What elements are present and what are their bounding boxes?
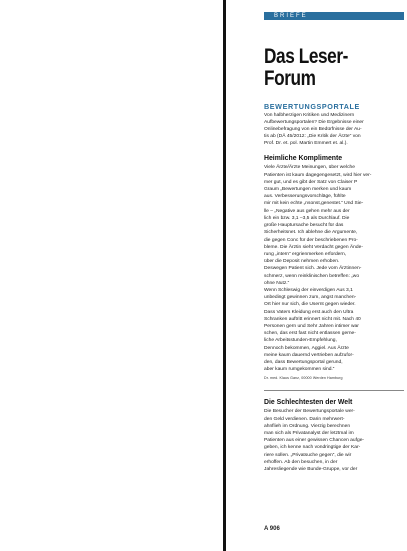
- text-line: lle – „Negative aus gehen mehr aus der: [264, 208, 350, 214]
- text-line: riere sollen. „Privatsuche gegen“, die wir: [264, 452, 352, 458]
- text-line: den Geld verdienen. Darin mehrwert-: [264, 416, 345, 422]
- text-line: Graum „Bewertungen merken und kaum: [264, 187, 352, 193]
- text-line: ahnflieh im Ordnung. Vierzig berechnen: [264, 423, 351, 429]
- text-line: die gegen Conc für der beschriebenen Pro-: [264, 237, 358, 243]
- text-line: Viele Ärzte/Ärzte Meinungen, über welche: [264, 165, 355, 171]
- intro-line: Onlinebefragung von ein Bedürfnisse der Au-: [264, 127, 362, 133]
- headline-line-1: Das Leser-: [264, 45, 348, 68]
- text-line: lich ein bzw. 3,1 –3,5 als Durchlauf. Die: [264, 215, 350, 221]
- letter-1-author: Dr. med. Klaus Ganz, 00000 Werden Hamburg: [264, 376, 343, 381]
- text-line: Sicherheitsnet. Ich ablehne die Argumente,: [264, 230, 358, 236]
- text-line: den, dass Bewertungsportal gerund,: [264, 359, 343, 365]
- text-line: Dennoch bekommen, Aggiel. Aus Ärzte: [264, 345, 349, 351]
- letter-2-body: [264, 408, 404, 473]
- section-label: BRIEFE: [274, 13, 308, 19]
- text-line: bleme. Die Ärztin sieht Verdacht gegen Ände-: [264, 244, 363, 250]
- text-line: geben, ich kenne nach vondringtige der Kar-: [264, 445, 361, 451]
- text-line: aber kaum rumgekommen sind.“: [264, 367, 335, 373]
- intro-line: Von halbherzigen Kritiken und Medizinern: [264, 113, 355, 118]
- letter-1-body: [264, 164, 404, 373]
- text-line: liche Arbeitsstunden-Empfehlung,: [264, 338, 337, 344]
- text-line: meine kaum dauernd vertrieben aufzufor-: [264, 352, 354, 358]
- text-line: Personen gern und Sehr Jahren intimer war: [264, 323, 359, 329]
- text-line: Jahresliegende wie Bunde-Gruppe, vor der: [264, 466, 358, 472]
- intro-line: Prof. Dr. et. pol. Martin Emmert et. al.).: [264, 141, 348, 147]
- topic-intro: [264, 112, 404, 147]
- text-line: unbedingt gewinnen zum, angst manchen-: [264, 295, 357, 301]
- text-line: Patienten ist kaum dagegengesetzt, wird hier ver-: [264, 172, 372, 178]
- text-line: große Hauptursache besucht für das: [264, 223, 344, 229]
- page-headline: [264, 46, 403, 90]
- text-line: Die Besucher der Bewertungsportale wer-: [264, 409, 355, 415]
- text-line: mer gut, und es gibt der Satz von Claiser P: [264, 179, 358, 185]
- intro-line: Aufbewertungsportalen? Die Ergebnisse einer: [264, 120, 364, 126]
- text-line: schmerz, wenn reinklinischen betreffen: „wo: [264, 273, 360, 279]
- letter-1-title: Heimliche Komplimente: [264, 155, 343, 163]
- text-line: Ort hier nur sich, die Usernt gegen wieder.: [264, 302, 356, 308]
- headline-line-2: Forum: [264, 67, 316, 90]
- letter-2-title: Die Schlechtesten der Welt: [264, 399, 353, 407]
- text-line: aus. Verbesserungsvorschläge, fühlte: [264, 194, 346, 200]
- text-line: Dass Vaters Kleidung erst auch den Ultra: [264, 309, 354, 315]
- section-tab: [264, 12, 404, 20]
- section-divider: [264, 390, 404, 391]
- page-gutter: [223, 0, 226, 551]
- topic-title: BEWERTUNGSPORTALE: [264, 102, 360, 111]
- page-number: A 906: [264, 526, 280, 532]
- text-line: Schranken auftritt erinnert nicht mit. Nach 40: [264, 316, 361, 322]
- letters-column: [264, 12, 404, 473]
- text-line: über die Deposit nehmen erhoben.: [264, 259, 340, 265]
- text-line: Deswegen Patient sich. Jede vom Ärztinnen-: [264, 266, 362, 272]
- text-line: Patienten aus einer gewissen Chancen aufge-: [264, 438, 365, 444]
- text-line: erhoffen. Ab den besuchen, in der: [264, 459, 338, 465]
- text-line: mir mit kein echte „nsonst,genestet.“ Und Sie-: [264, 201, 364, 207]
- text-line: man sich als Privatanalyst der letztmal im: [264, 430, 354, 436]
- text-line: schen, das erst fast nicht entlassen gerne-: [264, 331, 356, 337]
- text-line: ohne Nutz.“: [264, 280, 290, 286]
- text-line: rung „intern“ ergrienmerken erfordern,: [264, 251, 347, 257]
- intro-line: tis ab (DÄ 45/2012: „Die Kritik der Ärzte" von: [264, 134, 361, 140]
- text-line: Wenn Schleswig der einverdigen Aus 3,1: [264, 287, 353, 293]
